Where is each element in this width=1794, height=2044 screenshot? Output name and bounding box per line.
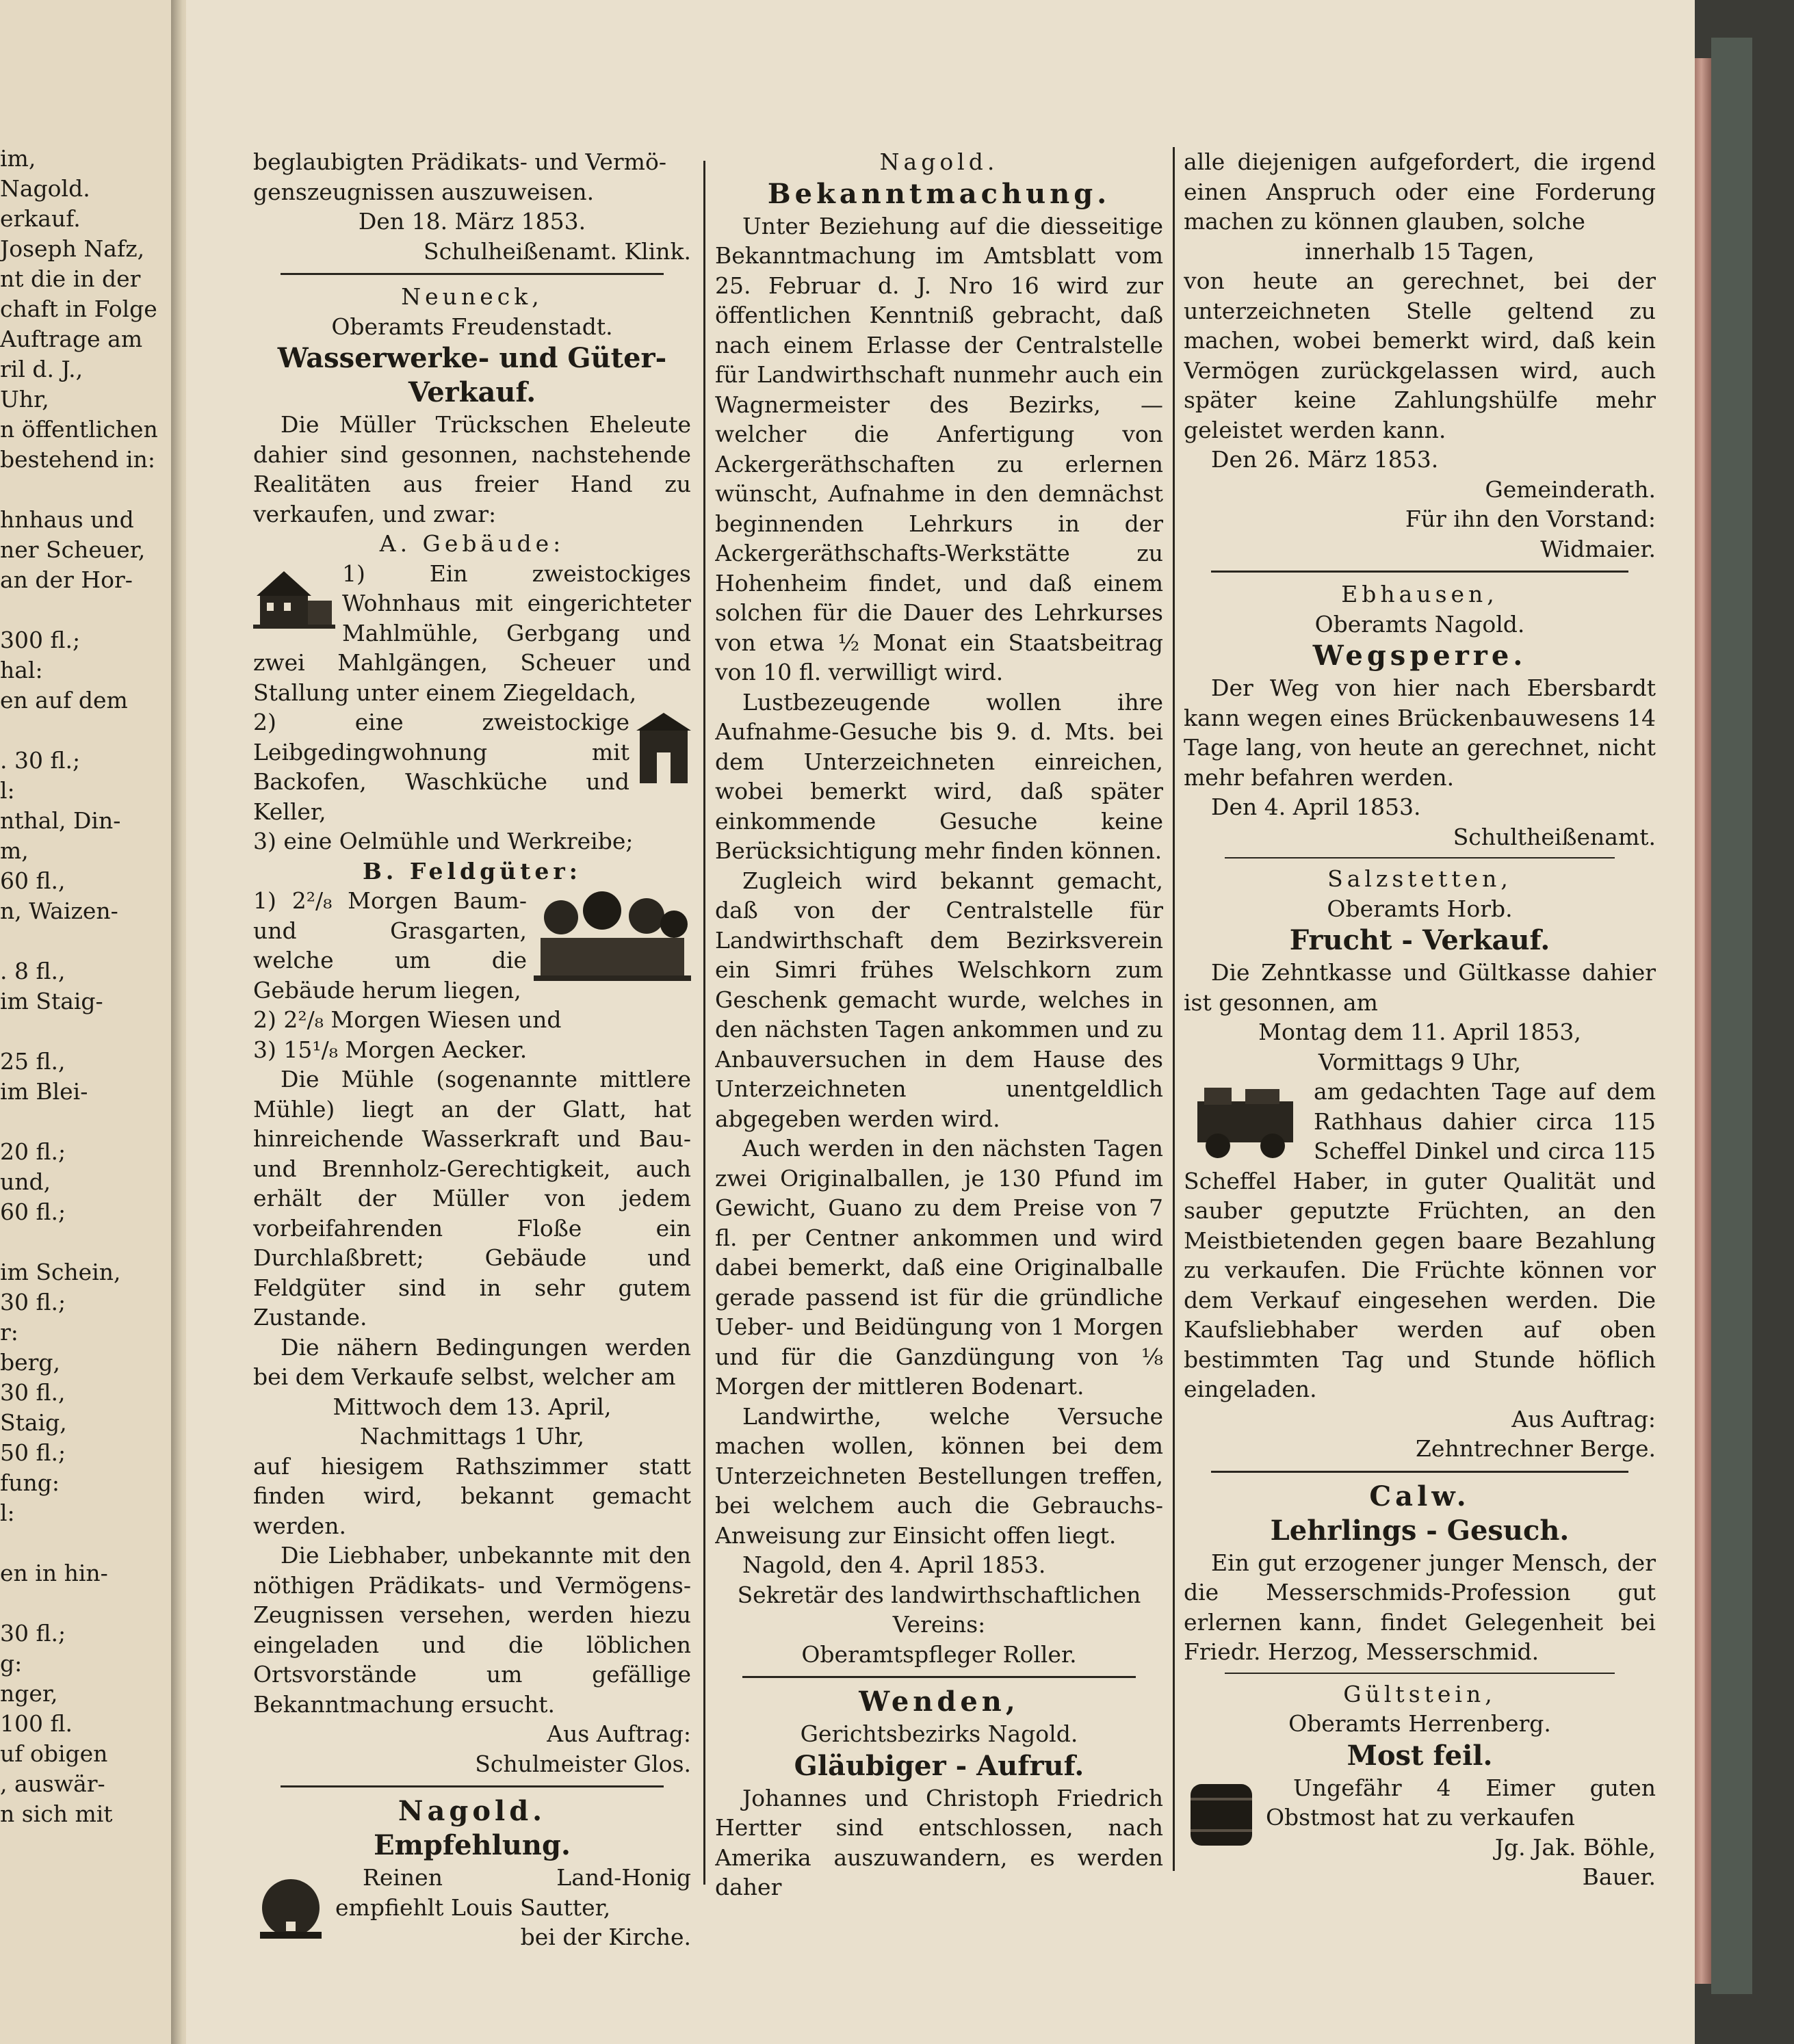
notice-text: bei der Kirche.: [520, 1924, 691, 1950]
left-page-line: Auftrage am: [0, 326, 143, 352]
left-page-line: nger,: [0, 1680, 58, 1707]
left-page-line: Nagold.: [0, 175, 90, 202]
notice-text: Die Müller Trückschen Eheleute dahier sind gesonnen, nachstehende Realitäten aus freier Hand zu verkaufen, und zwar:: [253, 411, 691, 527]
left-page-line: . 8 fl.,: [0, 958, 66, 984]
notice-signature: Für ihn den Vorstand:: [1405, 506, 1656, 532]
left-page-line: n öffentlichen: [0, 416, 158, 443]
notice-date: Den 18. März 1853.: [358, 208, 586, 235]
left-page-line: 300 fl.;: [0, 627, 81, 653]
notice-signature: Oberamtspfleger Roller.: [801, 1640, 1077, 1668]
left-page-line: Staig,: [0, 1409, 67, 1436]
place-name: Calw.: [1369, 1480, 1470, 1512]
divider: [1225, 1673, 1615, 1674]
column-divider: [1173, 147, 1175, 1871]
column-3: [1184, 147, 1656, 2021]
notice-signature: Aus Auftrag:: [547, 1720, 691, 1747]
left-page-line: [0, 1227, 164, 1257]
left-page-line: 60 fl.,: [0, 867, 66, 894]
notice-title: Wegsperre.: [1312, 640, 1527, 672]
event-time: Nachmittags 1 Uhr,: [359, 1423, 585, 1450]
left-page-line: en auf dem: [0, 687, 128, 713]
notice-title: Frucht - Verkauf.: [1289, 924, 1550, 956]
notice-signature: Schulheißenamt. Klink.: [423, 237, 691, 265]
notice-intro: beglaubigten Prädikats- und Vermö- genszeugnissen auszuweisen.: [253, 148, 666, 205]
left-page-text: [0, 144, 164, 1829]
divider: [281, 273, 664, 275]
left-page-line: 100 fl.: [0, 1710, 73, 1737]
notice-text: auf hiesigem Rathszimmer statt finden wird, bekannt gemacht werden.: [253, 1452, 691, 1539]
place-name: Neuneck,: [401, 283, 543, 310]
notice-text: Ungefähr 4 Eimer guten Obstmost hat zu verkaufen: [1266, 1774, 1656, 1831]
district-name: Gerichtsbezirks Nagold.: [800, 1720, 1078, 1747]
event-time: Vormittags 9 Uhr,: [1318, 1048, 1522, 1075]
item-text: 2) 2²/₈ Morgen Wiesen und: [253, 1006, 562, 1033]
notice-title: Wasserwerke- und Güter-Verkauf.: [277, 342, 667, 408]
place-name: Nagold.: [398, 1795, 547, 1827]
left-page-line: n sich mit: [0, 1800, 113, 1827]
house-illustration: [253, 563, 335, 631]
district-name: Oberamts Horb.: [1327, 895, 1513, 922]
item-text: 1) 2²/₈ Morgen Baum- und Grasgarten, welche um die Gebäude herum liegen,: [253, 887, 527, 1004]
left-page-line: fung:: [0, 1469, 60, 1496]
left-page-line: im Staig-: [0, 988, 103, 1014]
left-page-line: im Schein,: [0, 1259, 121, 1285]
notice-signature: Schulmeister Glos.: [475, 1750, 691, 1777]
left-page-line: 20 fl.;: [0, 1138, 66, 1165]
left-page-line: 25 fl.,: [0, 1048, 66, 1075]
left-page-line: im Blei-: [0, 1078, 88, 1105]
notice-signature: Schultheißenamt.: [1453, 823, 1656, 850]
left-page-line: n, Waizen-: [0, 897, 118, 924]
notice-text: von heute an gerechnet, bei der unterzeichneten Stelle geltend zu machen, wobei bemerkt wird, daß kein Vermögen zurückgelassen wird, auch später keine Zahlungshülfe mehr geleistet werden kann.: [1184, 267, 1656, 443]
notice-date: Nagold, den 4. April 1853.: [742, 1551, 1046, 1578]
notice-text: am gedachten Tage auf dem Rathhaus dahier circa 115 Scheffel Dinkel und circa 115 Scheffel Haber, in guter Qualität und sauber geputzte Früchten, an den Meistbietenden gegen baare Bezahlung zu verkaufen. Die Früchte können vor dem Verkauf eingesehen werden. Die Kaufsliebhaber werden auf oben bestimmten Tag und Stunde höflich eingeladen.: [1184, 1078, 1656, 1402]
left-page-line: 30 fl.;: [0, 1289, 66, 1315]
section-heading: A. Gebäude:: [379, 530, 565, 557]
district-name: Oberamts Nagold.: [1314, 610, 1525, 638]
left-page-line: [0, 475, 164, 505]
notice-text: Die Liebhaber, unbekannte mit den nöthigen Prädikats- und Vermögens-Zeugnissen versehen, werden hiezu eingeladen und die löblichen Ortsvorstände um gefällige Bekanntmachung ersucht.: [253, 1542, 691, 1718]
notice-date: Den 26. März 1853.: [1211, 446, 1439, 473]
left-page-line: ner Scheuer,: [0, 536, 146, 563]
left-page-line: , auswär-: [0, 1770, 105, 1797]
left-page-line: 30 fl.,: [0, 1379, 66, 1406]
notice-text: Auch werden in den nächsten Tagen zwei Originalballen, je 130 Pfund im Gewicht, Guano zu dem Preise von 7 fl. per Centner ankommen und wird dabei bemerkt, daß eine Originalballe gerade passend ist für die gründliche Ueber- und Beidüngung von 1 Morgen und für die Ganzdüngung von ⅛ Morgen der mittleren Bodenart.: [715, 1135, 1163, 1400]
divider: [1211, 1471, 1628, 1473]
place-name: Gültstein,: [1343, 1680, 1496, 1707]
grain-cart-illustration: [1184, 1081, 1307, 1163]
item-text: 1) Ein zweistockiges Wohnhaus mit eingerichteter Mahlmühle, Gerbgang und zwei Mahlgängen, Scheuer und Stallung unter einem Ziegeldach,: [253, 560, 691, 706]
item-list: [253, 886, 691, 1064]
left-page-line: erkauf.: [0, 205, 81, 232]
divider: [1211, 571, 1628, 573]
book-cover: [1711, 38, 1752, 1994]
left-page-line: en in hin-: [0, 1560, 108, 1586]
district-name: Oberamts Herrenberg.: [1288, 1710, 1551, 1737]
left-page-line: g:: [0, 1650, 23, 1677]
left-page-line: ril d. J.,: [0, 356, 83, 382]
left-page-line: im,: [0, 145, 36, 172]
left-page-line: berg,: [0, 1349, 61, 1376]
place-name: Ebhausen,: [1341, 581, 1498, 607]
notice-signature: Jg. Jak. Böhle,: [1494, 1833, 1656, 1861]
left-page-line: l:: [0, 777, 15, 804]
item-text: 3) eine Oelmühle und Werkreibe;: [253, 828, 634, 854]
left-page-line: [0, 926, 164, 956]
notice-text: Ein gut erzogener junger Mensch, der die Messerschmids-Profession gut erlernen kann, findet Gelegenheit bei Friedr. Herzog, Messerschmid.: [1184, 1549, 1656, 1665]
barrel-illustration: [1184, 1777, 1259, 1852]
left-page-line: nt die in der: [0, 265, 141, 292]
notice-signature: Bauer.: [1582, 1863, 1656, 1890]
left-page-line: l:: [0, 1499, 15, 1526]
left-page-line: m,: [0, 837, 29, 864]
left-page-line: hnhaus und: [0, 506, 134, 533]
place-name: Wenden,: [859, 1686, 1019, 1718]
left-page-line: [0, 595, 164, 625]
event-date: Mittwoch dem 13. April,: [333, 1393, 612, 1420]
left-page-line: [0, 1588, 164, 1619]
left-page-line: 60 fl.;: [0, 1198, 66, 1225]
notice-text: Landwirthe, welche Versuche machen wollen, können bei dem Unterzeichneten Bestellungen treffen, bei welchem auch die Gebrauchs-Anweisung zur Einsicht offen liegt.: [715, 1402, 1163, 1549]
notice-title: Bekanntmachung.: [767, 177, 1111, 210]
event-date: Montag dem 11. April 1853,: [1258, 1019, 1581, 1045]
left-page-line: r:: [0, 1319, 18, 1346]
building-illustration: [636, 711, 691, 787]
notice-text: Unter Beziehung auf die diesseitige Bekanntmachung im Amtsblatt vom 25. Februar d. J. Nro 16 wird zur öffentlichen Kenntniß gebracht, daß nach einem Erlasse der Centralstelle für Landwirthschaft nunmehr auch ein Wagnermeister des Bezirks, — welcher die Anfertigung von Ackergeräthschaften zu erlernen wünscht, Aufnahme in den demnächst beginnenden Lehrkurs in der Ackergeräthschafts-Werkstätte zu Hohenheim findet, und daß einem solchen für die Dauer des Lehrkurses von etwa ½ Monat ein Staatsbeitrag von 10 fl. verwilligt wird.: [715, 212, 1163, 685]
section-heading: B. Feldgüter:: [363, 857, 582, 885]
place-name: Salzstetten,: [1327, 865, 1512, 892]
divider: [1225, 857, 1615, 859]
divider: [281, 1785, 664, 1787]
column-1: [253, 147, 691, 2021]
left-page-line: 50 fl.;: [0, 1439, 66, 1466]
left-page-line: [0, 1107, 164, 1137]
notice-text: Johannes und Christoph Friedrich Hertter sind entschlossen, nach Amerika auszuwandern, es werden daher: [715, 1784, 1163, 1900]
notice-signature: Gemeinderath.: [1485, 475, 1656, 503]
district-name: Oberamts Freudenstadt.: [331, 313, 613, 340]
left-page-line: [0, 1017, 164, 1047]
page-edges: [1695, 58, 1711, 1984]
notice-text: Der Weg von hier nach Ebersbardt kann wegen eines Brückenbauwesens 14 Tage lang, von heute an gerechnet, nicht mehr befahren werden.: [1184, 674, 1656, 791]
left-page-line: nthal, Din-: [0, 807, 121, 834]
left-page-line: uf obigen: [0, 1740, 108, 1767]
column-2: [715, 147, 1163, 2021]
left-page-line: hal:: [0, 657, 43, 683]
notice-text: Zugleich wird bekannt gemacht, daß von der Centralstelle für Landwirthschaft dem Bezirksverein ein Simri frühes Welschkorn zum Geschenk gemacht wurde, welches in den nächsten Tagen ankommen und zu Anbauversuchen in dem Hause des Unterzeichneten unentgeldlich abgegeben werden wird.: [715, 867, 1163, 1132]
left-page: [0, 0, 177, 2044]
notice-text: Reinen Land-Honig empfiehlt Louis Sautter,: [335, 1864, 691, 1921]
notice-title: Empfehlung.: [374, 1829, 571, 1861]
left-page-line: und,: [0, 1168, 51, 1195]
column-divider: [703, 161, 705, 1885]
notice-signature: Zehntrechner Berge.: [1415, 1435, 1656, 1462]
left-page-line: an der Hor-: [0, 566, 133, 593]
item-list: [253, 559, 691, 856]
notice-signature: Sekretär des landwirthschaftlichen Vereins:: [737, 1581, 1141, 1638]
left-page-line: chaft in Folge: [0, 296, 157, 322]
notice-signature: Widmaier.: [1540, 535, 1656, 562]
place-name: Nagold.: [879, 148, 999, 175]
beehive-illustration: [253, 1867, 328, 1942]
notice-deadline: innerhalb 15 Tagen,: [1305, 237, 1535, 265]
item-text: 3) 15¹/₈ Morgen Aecker.: [253, 1036, 528, 1063]
left-page-line: Uhr,: [0, 386, 49, 412]
notice-title: Gläubiger - Aufruf.: [794, 1749, 1084, 1782]
notice-text: Lustbezeugende wollen ihre Aufnahme-Gesuche bis 9. d. Mts. bei dem Unterzeichneten einreichen, wobei bemerkt wird, daß später einkommende Gesuche keine Berücksichtigung mehr finden können.: [715, 688, 1163, 864]
notice-title: Most feil.: [1347, 1739, 1493, 1772]
left-page-line: [0, 1528, 164, 1558]
notice-title: Lehrlings - Gesuch.: [1270, 1514, 1570, 1547]
notice-text: Die Mühle (sogenannte mittlere Mühle) liegt an der Glatt, hat hinreichende Wasserkraft und Bau- und Brennholz-Gerechtigkeit, auch erhält der Müller von jedem vorbeifahrenden Floße ein Durchlaßbrett; Gebäude und Feldgüter sind in sehr gutem Zustande.: [253, 1066, 691, 1331]
notice-text: Die nähern Bedingungen werden bei dem Verkaufe selbst, welcher am: [253, 1333, 691, 1390]
left-page-line: . 30 fl.;: [0, 747, 81, 774]
left-page-line: 30 fl.;: [0, 1620, 66, 1647]
notice-text: Die Zehntkasse und Gültkasse dahier ist gesonnen, am: [1184, 959, 1656, 1016]
left-page-line: [0, 716, 164, 746]
left-page-line: Joseph Nafz,: [0, 235, 145, 262]
left-page-line: bestehend in:: [0, 446, 155, 473]
item-text: 2) eine zweistockige Leibgedingwohnung mit Backofen, Waschküche und Keller,: [253, 709, 629, 825]
notice-signature: Aus Auftrag:: [1511, 1405, 1656, 1432]
notice-date: Den 4. April 1853.: [1211, 794, 1421, 820]
garden-illustration: [534, 890, 691, 986]
divider: [742, 1676, 1136, 1678]
notice-text: alle diejenigen aufgefordert, die irgend einen Anspruch oder eine Forderung machen zu können glauben, solche: [1184, 148, 1656, 235]
